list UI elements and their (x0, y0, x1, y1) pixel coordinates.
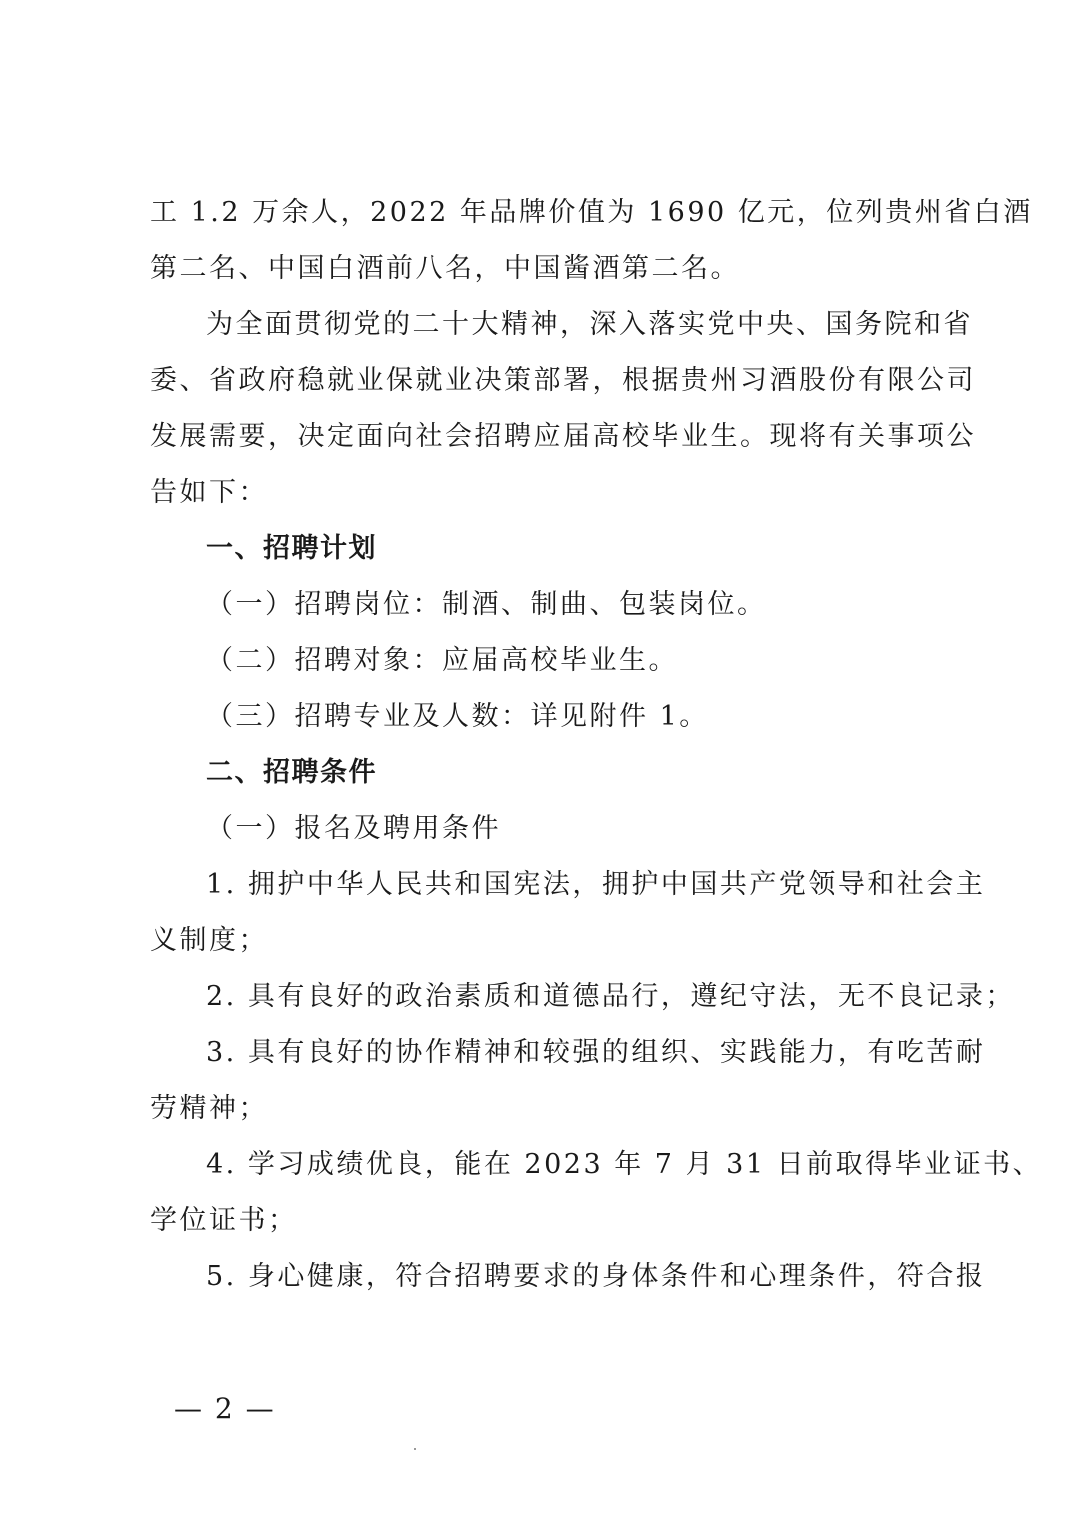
paragraph-line: 1. 拥护中华人民共和国宪法，拥护中国共产党领导和社会主 (206, 869, 986, 900)
paragraph-line: 委、省政府稳就业保就业决策部署，根据贵州习酒股份有限公司 (150, 365, 976, 396)
section-heading: 一、招聘计划 (206, 533, 377, 564)
paragraph-line: 劳精神； (150, 1093, 268, 1124)
scan-speck (414, 1448, 416, 1450)
paragraph-line: （二）招聘对象：应届高校毕业生。 (206, 645, 678, 676)
paragraph-line: 工 1.2 万余人，2022 年品牌价值为 1690 亿元，位列贵州省白酒 (150, 197, 1033, 228)
paragraph-line: 4. 学习成绩优良，能在 2023 年 7 月 31 日前取得毕业证书、 (206, 1149, 1043, 1180)
page-number: — 2 — (174, 1392, 276, 1425)
paragraph-line: 3. 具有良好的协作精神和较强的组织、实践能力，有吃苦耐 (206, 1037, 986, 1068)
paragraph-line: 5. 身心健康，符合招聘要求的身体条件和心理条件，符合报 (206, 1261, 986, 1292)
paragraph-line: 告如下： (150, 477, 268, 508)
paragraph-line: （三）招聘专业及人数：详见附件 1。 (206, 701, 709, 732)
paragraph-line: 为全面贯彻党的二十大精神，深入落实党中央、国务院和省 (206, 309, 973, 340)
paragraph-line: （一）招聘岗位：制酒、制曲、包装岗位。 (206, 589, 767, 620)
paragraph-line: 2. 具有良好的政治素质和道德品行，遵纪守法，无不良记录； (206, 981, 1015, 1012)
subsection-heading: （一）报名及聘用条件 (206, 813, 501, 844)
paragraph-line: 发展需要，决定面向社会招聘应届高校毕业生。现将有关事项公 (150, 421, 976, 452)
paragraph-line: 第二名、中国白酒前八名，中国酱酒第二名。 (150, 253, 740, 284)
paragraph-line: 学位证书； (150, 1205, 298, 1236)
section-heading: 二、招聘条件 (206, 757, 377, 788)
paragraph-line: 义制度； (150, 925, 268, 956)
